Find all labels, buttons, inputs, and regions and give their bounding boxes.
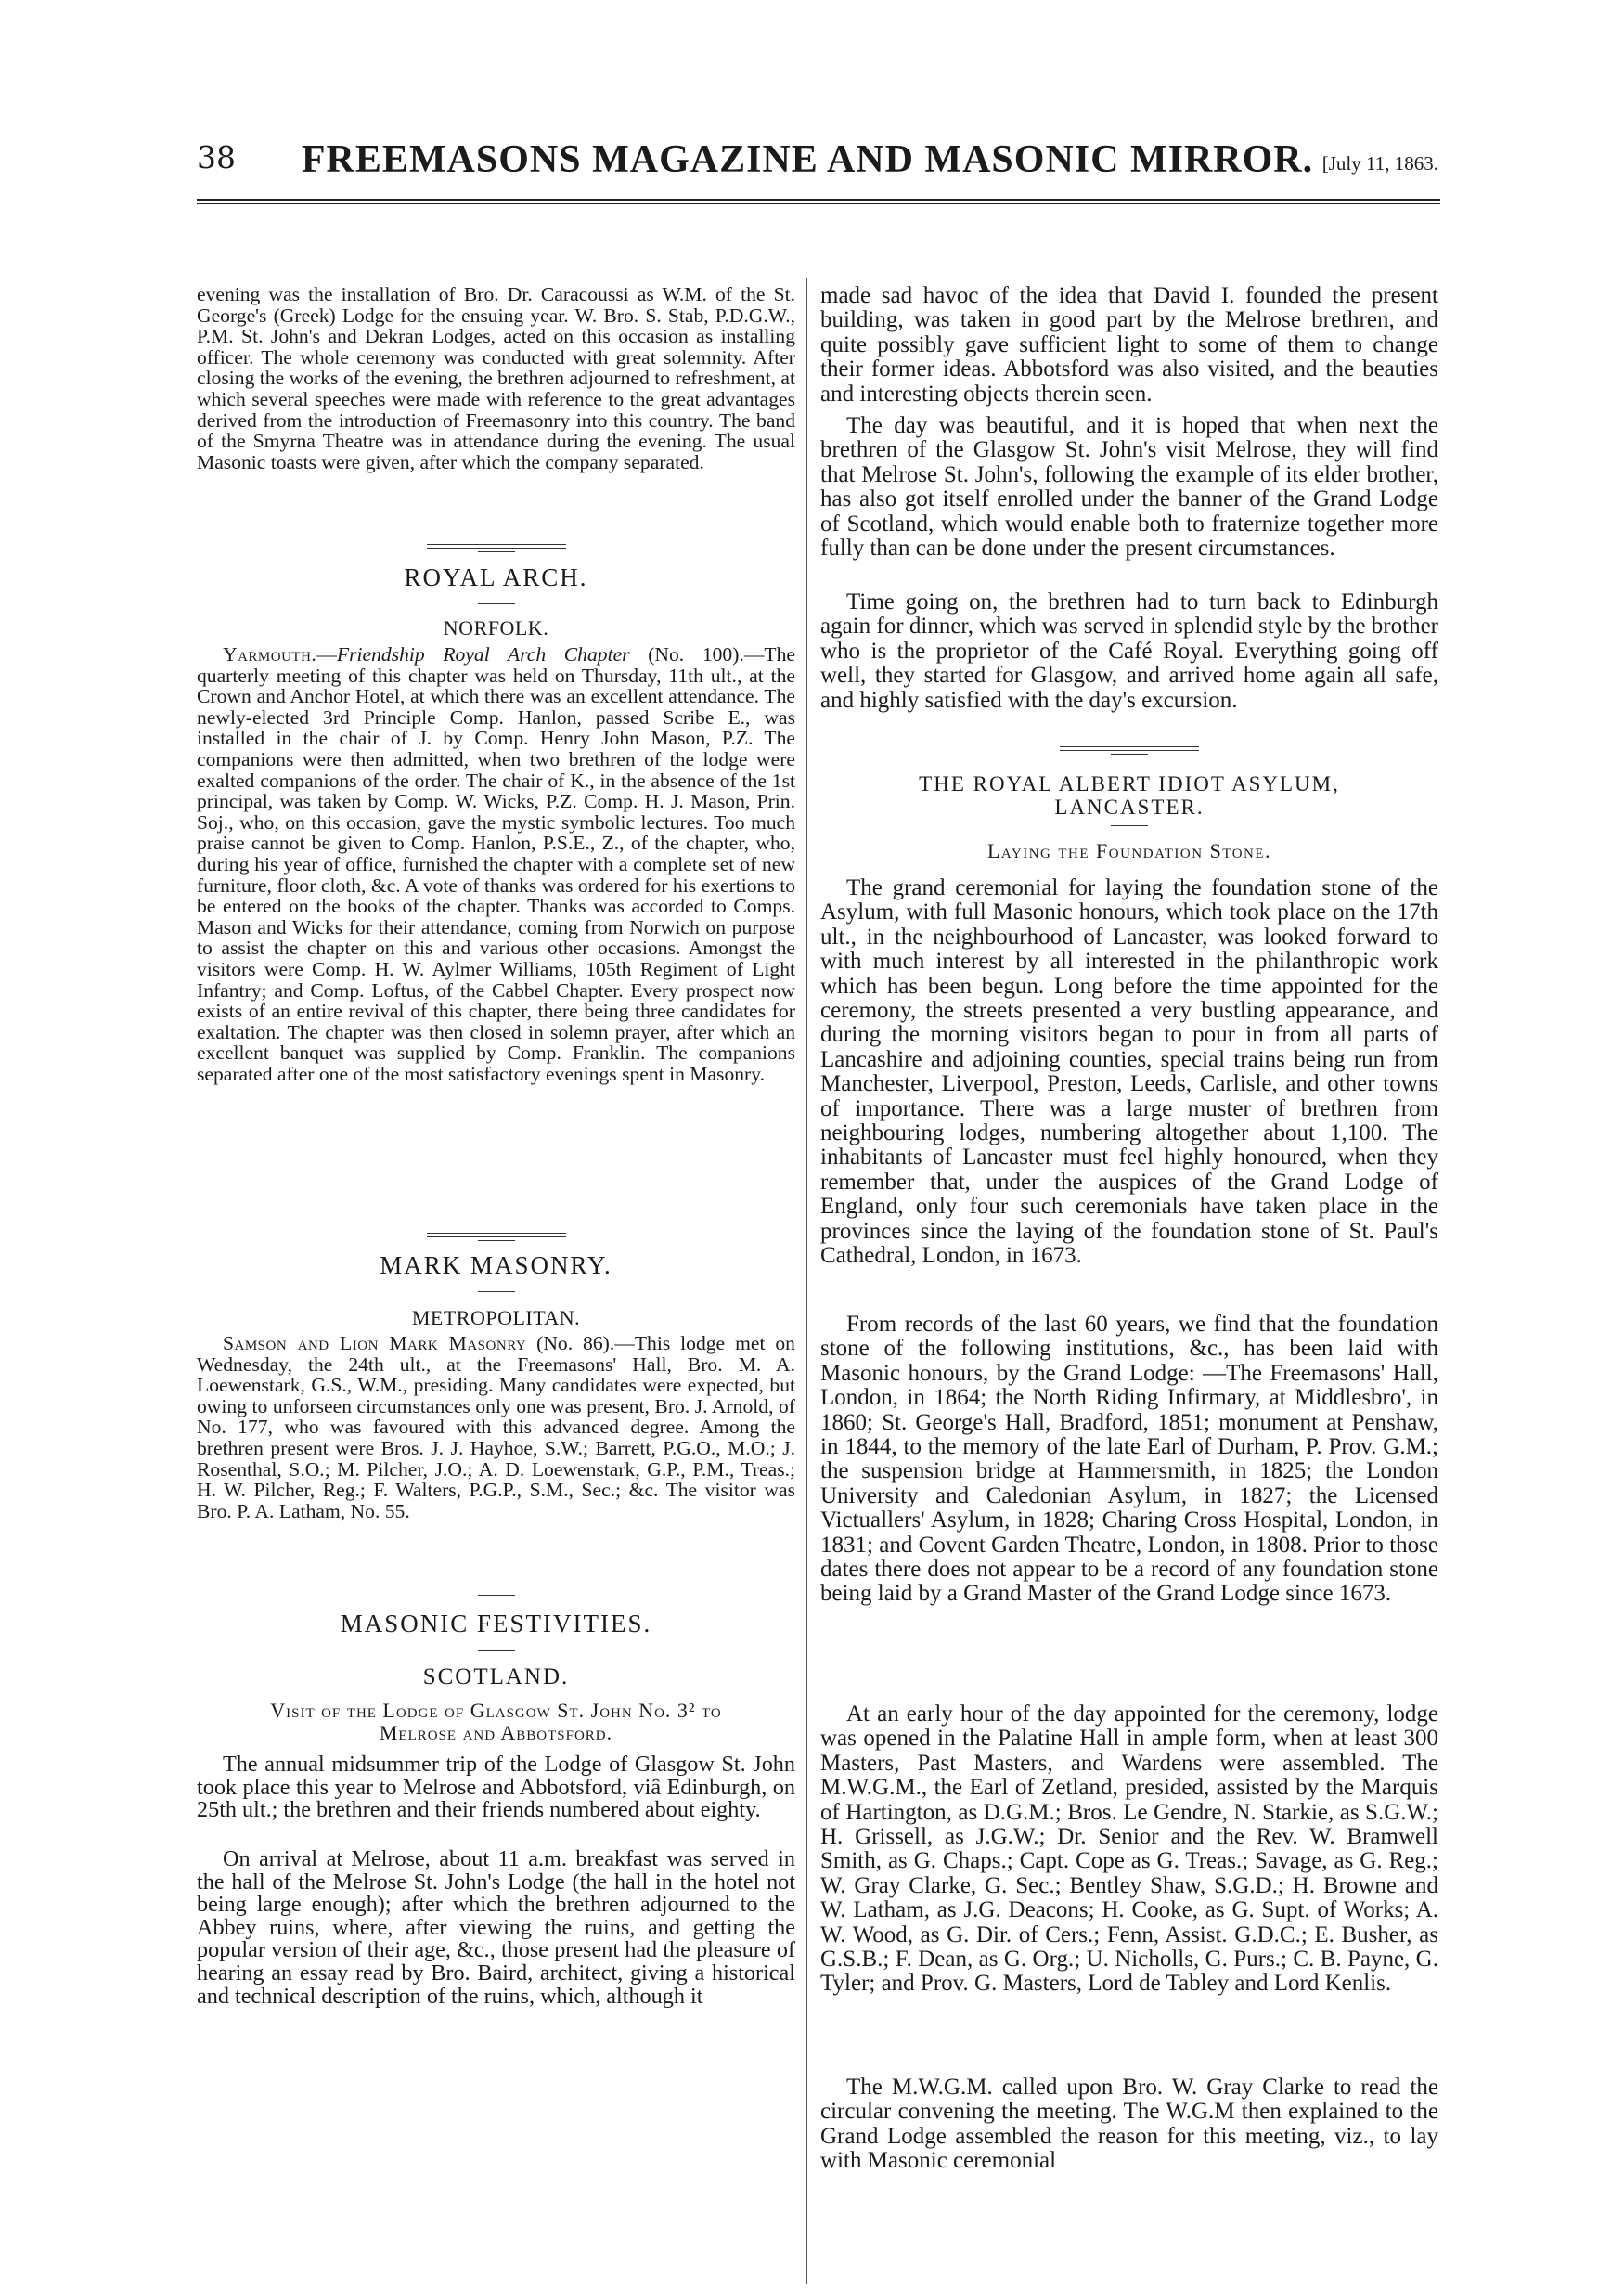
asylum-paragraph-4: The M.W.G.M. called upon Bro. W. Gray Clarke to read the circular convening the meeting. The W.G.M then explained to the Grand Lodge assembled the reason for this meeting, viz., to lay with Masonic ceremonial [820,2075,1438,2174]
short-rule [427,1650,566,1654]
royal-arch-heading: ROYAL ARCH. [404,563,588,591]
page-number: 38 [197,139,236,175]
norfolk-subheading: NORFOLK. [443,616,549,640]
mark-masonry-heading: MARK MASONRY. [380,1251,612,1279]
issue-date: [July 11, 1863. [1321,152,1438,175]
section-ornament [427,544,566,555]
festivities-paragraph-2: On arrival at Melrose, about 11 a.m. breakfast was served in the hall of the Melrose St. John's Lodge (the hall in the hotel not being large enough); after which the brethren adjourned to the Abbey ruins, where, after viewing the ruins, and getting the popular version of their age, &c., those present had the pleasure of hearing an essay read by Bro. Baird, architect, giving a historical and technical description of the ruins, which, although it [197,1846,795,2009]
short-rule [427,1291,566,1295]
asylum-heading-line1: THE ROYAL ALBERT IDIOT ASYLUM, [919,772,1340,796]
chapter-number: (No. 100).— [629,643,765,666]
visit-title-line2: Melrose and Abbotsford. [379,1721,613,1744]
masthead: FREEMASONS MAGAZINE AND MASONIC MIRROR. [301,138,1314,181]
mark-masonry-body: (No. 86).—This lodge met on Wednesday, the 24th ult., at the Freemasons' Hall, Bro. M. A. Loewenstark, G.S., W.M., presiding. Many candidates were expected, but owing to unforseen circumstances only one was present, Bro. J. Arnold, of No. 177, who was favoured with this advanced degree. Among the brethren present were Bros. J. J. Hayhoe, S.W.; Barrett, P.G.O., M.O.; J. Rosenthal, S.O.; M. Pilcher, J.O.; A. D. Loewenstark, G.P., P.M., Treas.; H. W. Pilcher, Reg.; F. Walters, P.G.P., S.M., Sec.; &c. The visitor was Bro. P. A. Latham, No. 55. [197,1332,795,1522]
header-rule [197,199,1440,201]
intro-paragraph: evening was the installation of Bro. Dr. Caracoussi as W.M. of the St. George's (Greek) Lodge for the ensuing year. W. Bro. S. Stab, P.D.G.W., P.M. St. John's and Dekran Lodges, acted on this occasion as installing officer. The whole ceremony was conducted with great solemnity. After closing the works of the evening, the brethren adjourned to refreshment, at which several speeches were made with reference to the great advantages derived from the introduction of Freemasonry into this country. The band of the Smyrna Theatre was in attendance during the evening. The usual Masonic toasts were given, after which the company separated. [197,283,795,473]
asylum-paragraph-1: The grand ceremonial for laying the foundation stone of the Asylum, with full Masonic honours, which took place on the 17th ult., in the neighbourhood of Lancaster, was looked forward to with much interest by all interested in the philanthropic work which has been begun. Long before the time appointed for the ceremony, the streets presented a very bustling appearance, and during the morning visitors began to pour in from all parts of Lancashire and adjoining counties, special trains being run from Manchester, Liverpool, Preston, Leeds, Carlisle, and other towns of importance. There was a large muster of brethren from neighbouring lodges, numbering altogether about 1,100. The inhabitants of Lancaster must feel highly honoured, when they remember that, under the auspices of the Grand Lodge of England, only four such ceremonials have taken place in the provinces since the laying of the foundation stone of St. Paul's Cathedral, London, in 1673. [820,875,1438,1269]
asylum-paragraph-2: From records of the last 60 years, we find that the foundation stone of the following institutions, &c., has been laid with Masonic honours, by the Grand Lodge: —The Freemasons' Hall, London, in 1864; the North Riding Infirmary, at Middlesbro', in 1860; St. George's Hall, Bradford, 1851; monument at Penshaw, in 1844, to the memory of the late Earl of Durham, P. Prov. G.M.; the suspension bridge at Hammersmith, in 1825; the London University and Caledonian Asylum, in 1827; the Licensed Victuallers' Asylum, in 1828; Charing Cross Hospital, London, in 1831; and Covent Garden Theatre, London, in 1808. Prior to those dates there does not appear to be a record of any foundation stone being laid by a Grand Master of the Grand Lodge since 1673. [820,1312,1438,1607]
melrose-paragraph: The day was beautiful, and it is hoped that when next the brethren of the Glasgow St. John's visit Melrose, they will find that Melrose St. John's, following the example of its elder brother, has also got itself enrolled under the banner of the Grand Lodge of Scotland, which would enable both to fraternize together more fully than can be done under the present circumstances. [820,413,1438,562]
continued-paragraph: made sad havoc of the idea that David I. founded the present building, was taken in good part by the Melrose brethren, and quite possibly gave sufficient light to some of them to change their former ideas. Abbotsford was also visited, and the beauties and interesting objects therein seen. [820,283,1438,407]
festivities-paragraph-1: The annual midsummer trip of the Lodge of Glasgow St. John took place this year to Melrose and Abbotsford, viâ Edinburgh, on 25th ult.; the brethren and their friends numbered about eighty. [197,1752,795,1823]
section-ornament [427,1233,566,1244]
short-rule [1060,825,1199,829]
chapter-name: Friendship Royal Arch Chapter [336,643,630,666]
short-rule [427,603,566,607]
asylum-paragraph-3: At an early hour of the day appointed for the ceremony, lodge was opened in the Palatine Hall in ample form, when at least 300 Masters, Past Masters, and Wardens were assembled. The M.W.G.M., the Earl of Zetland, presided, assisted by the Marquis of Hartington, as D.G.M.; Bros. Le Gendre, N. Starkie, as S.G.W.; H. Grissell, as J.G.W.; Dr. Senior and the Rev. W. Bramwell Smith, as G. Chaps.; Capt. Cope as G. Treas.; Savage, as G. Reg.; W. Gray Clarke, G. Sec.; Bentley Shaw, S.G.D.; H. Browne and W. Latham, as J.G. Deacons; H. Cooke, as G. Supt. of Works; A. W. Wood, as G. Dir. of Cers.; Fenn, Assist. G.D.C.; E. Busher, as G.S.B.; F. Dean, as G. Org.; U. Nicholls, G. Purs.; C. B. Payne, G. Tyler; and Prov. G. Masters, Lord de Tabley and Lord Kenlis. [820,1701,1438,1997]
laying-stone-subheading: Laying the Foundation Stone. [986,839,1272,862]
royal-arch-body: The quarterly meeting of this chapter was held on Thursday, 11th ult., at the Crown and Anchor Hotel, at which there was an excellent attendance. The newly-elected 3rd Principle Comp. Hanlon, passed Scribe E., was installed in the chair of J. by Comp. Henry John Mason, P.Z. The companions were then admitted, when two brethren of the lodge were exalted companions of the order. The chair of K., in the absence of the 1st principal, was taken by Comp. W. Wicks, P.Z. Comp. H. J. Mason, Prin. Soj., who, on this occasion, gave the mystic symbolic lectures. Too much praise cannot be given to Comp. Hanlon, P.S.E., Z., of the chapter, who, during his year of office, furnished the chapter with a complete set of new furniture, floor cloth, &c. A vote of thanks was ordered for his exertions to be entered on the books of the chapter. Thanks was accorded to Comps. Mason and Wicks for their attendance, coming from Norwich on purpose to assist the chapter on this and various other occasions. Amongst the visitors were Comp. H. W. Aylmer Williams, 105th Regiment of Light Infantry; and Comp. Loftus, of the Cabbel Chapter. Every prospect now exists of an entire revival of this chapter, there being three candidates for exaltation. The chapter was then closed in solemn prayer, after which an excellent banquet was supplied by Comp. Franklin. The companions separated after one of the most satisfactory evenings spent in Masonry. [197,643,795,1085]
column-divider [806,278,807,2284]
visit-title-line1: Visit of the Lodge of Glasgow St. John No. 3² to [270,1699,722,1722]
header-rule-thin [197,203,1440,204]
lodge-name: Samson and Lion Mark Masonry [223,1332,527,1354]
asylum-heading-line2: LANCASTER. [1054,796,1205,819]
report-place: Yarmouth. [223,643,317,666]
mark-masonry-report [197,1333,795,1521]
short-rule [427,1595,566,1598]
excursion-paragraph: Time going on, the brethren had to turn back to Edinburgh again for dinner, which was served in splendid style by the brother who is the proprietor of the Café Royal. Everything going off well, they started for Glasgow, and arrived home again all safe, and highly satisfied with the day's excursion. [820,589,1438,713]
page-header [197,137,1438,193]
royal-arch-report: Yarmouth.—Friendship Royal Arch Chapter (No. 100).—The quarterly meeting of this chapter was held on Thursday, 11th ult., at the Crown and Anchor Hotel, at which there was an excellent attendance. The newly-elected 3rd Principle Comp. Hanlon, passed Scribe E., was installed in the chair of J. by Comp. Henry John Mason, P.Z. The companions were then admitted, when two brethren of the lodge were exalted companions of the order. The chair of K., in the absence of the 1st principal, was taken by Comp. W. Wicks, P.Z. Comp. H. J. Mason, Prin. Soj., who, on this occasion, gave the mystic symbolic lectures. Too much praise cannot be given to Comp. Hanlon, P.S.E., Z., of the chapter, who, during his year of office, furnished the chapter with a complete set of new furniture, floor cloth, &c. A vote of thanks was ordered for his exertions to be entered on the books of the chapter. Thanks was accorded to Comps. Mason and Wicks for their attendance, coming from Norwich on purpose to assist the chapter on this and various other occasions. Amongst the visitors were Comp. H. W. Aylmer Williams, 105th Regiment of Light Infantry; and Comp. Loftus, of the Cabbel Chapter. Every prospect now exists of an entire revival of this chapter, there being three candidates for exaltation. The chapter was then closed in solemn prayer, after which an excellent banquet was supplied by Comp. Franklin. The companions separated after one of the most satisfactory evenings spent in Masonry. [197,643,795,1085]
section-ornament [1060,746,1199,757]
metropolitan-subheading: METROPOLITAN. [411,1306,581,1329]
festivities-heading: MASONIC FESTIVITIES. [340,1610,652,1637]
scotland-subheading: SCOTLAND. [422,1664,570,1689]
